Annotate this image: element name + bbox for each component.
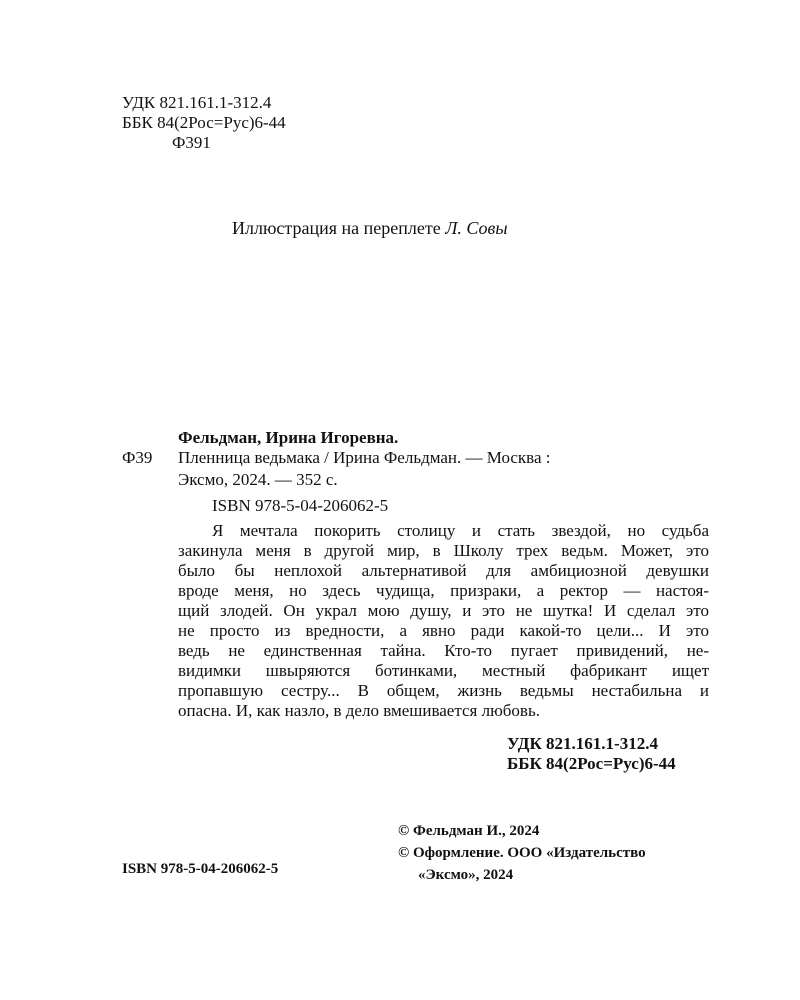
footer-isbn: ISBN 978-5-04-206062-5 xyxy=(122,861,279,877)
top-classification xyxy=(122,93,286,153)
annotation-line: Я мечтала покорить столицу и стать звездой, но судьба xyxy=(212,521,709,540)
catalog-isbn: ISBN 978-5-04-206062-5 xyxy=(212,496,389,515)
title-line-2: Эксмо, 2024. — 352 с. xyxy=(178,470,338,489)
annotation-line: не просто из вредности, а явно ради какой-то цели... И это xyxy=(178,621,709,640)
annotation-line: пропавшую сестру... В общем, жизнь ведьмы нестабильна и xyxy=(178,681,709,700)
illustration-artist: Л. Совы xyxy=(445,218,508,238)
copyright-publisher: «Эксмо», 2024 xyxy=(418,867,514,883)
annotation-line: вроде меня, но здесь чудища, призраки, а ректор — настоя- xyxy=(178,581,709,600)
illustration-prefix: Иллюстрация на переплете xyxy=(232,218,446,238)
bottom-classification xyxy=(507,734,676,774)
annotation-line: опасна. И, как назло, в дело вмешивается любовь. xyxy=(178,701,540,720)
illustration-credit xyxy=(232,218,508,239)
annotation-line: ведь не единственная тайна. Кто-то пугает привидений, не- xyxy=(178,641,709,660)
udk-code-bottom: УДК 821.161.1-312.4 xyxy=(507,734,658,753)
bbk-code-bottom: ББК 84(2Рос=Рус)6-44 xyxy=(507,754,676,773)
annotation-line: щий злодей. Он украл мою душу, и это не шутка! И сделал это xyxy=(178,601,709,620)
author-heading: Фельдман, Ирина Игоревна. xyxy=(178,428,399,447)
bbk-code: ББК 84(2Рос=Рус)6-44 xyxy=(122,113,286,132)
copyright-author: © Фельдман И., 2024 xyxy=(398,823,540,839)
annotation-line: видимки швыряются ботинками, местный фабрикант ищет xyxy=(178,661,709,680)
copyright-block xyxy=(398,820,646,886)
catalog-sign: Ф39 xyxy=(122,448,153,467)
annotation-line: было бы неплохой альтернативой для амбициозной девушки xyxy=(178,561,709,580)
annotation xyxy=(178,521,709,721)
annotation-line: закинула меня в другой мир, в Школу трех ведьм. Может, это xyxy=(178,541,709,560)
title-line-1: Пленница ведьмака / Ирина Фельдман. — Москва : xyxy=(178,448,551,467)
udk-code: УДК 821.161.1-312.4 xyxy=(122,93,272,112)
author-sign-code: Ф391 xyxy=(172,133,211,152)
copyright-design: © Оформление. ООО «Издательство xyxy=(398,845,646,861)
